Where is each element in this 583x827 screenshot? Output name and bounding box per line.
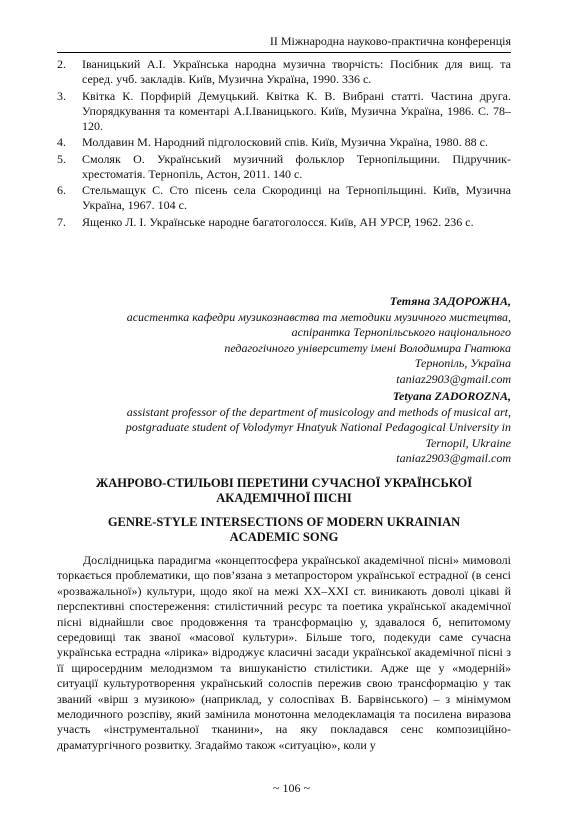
reference-list <box>57 57 511 231</box>
author-block-ua <box>57 294 511 387</box>
running-header: II Міжнародна науково-практична конференція <box>57 34 511 53</box>
body-paragraph: Дослідницька парадигма «концептосфера української академічної пісні» мимоволі торкається проблематики, що пов’язана з метапростором української естрадної (в сенсі «розважальної») культури, щодо якої на межі ХХ–ХХІ ст. виникають доволі цікаві й перспективні спостереження: стилістичний ресурс та поетика української академічної пісні віднайшли своє продовження та трансформацію у, здавалося б, непитомому середовищі так званої «масової культури». Більше того, подекуди саме сучасна українська естрадна «лірика» відроджує класичні засади української академічної пісні з її щиросердним мелодизмом та вишуканістю стилістики. Адже ще у «модерній» ситуації культуротворення український солоспів пережив свою трансформацію у так званий «вірш з музикою» (наприклад, у солоспівах В. Барвінського) – з мінімумом мелодичного розспіву, який замінила монотонна мелодекламація та посилена виразова участь «інструментальної тканини», на яку покладався сенс композиційно-драматургічного розвитку. Згадаймо також «ситуацію», коли у <box>57 553 511 752</box>
reference-item: 6. Стельмащук С. Сто пісень села Скородинці на Тернопільщині. Київ, Музична Україна, 1967. 104 с. <box>57 183 511 212</box>
article-title-en: GENRE-STYLE INTERSECTIONS OF MODERN UKRAINIAN ACADEMIC SONG <box>107 515 461 544</box>
page-number: ~ 106 ~ <box>273 781 310 795</box>
author-name-ua: Тетяна ЗАДОРОЖНА, <box>389 294 511 308</box>
author-position-ua: асистентка кафедри музикознавства та методики музичного мистецтва, <box>126 309 511 324</box>
author-position-en: assistant professor of the department of musicology and methods of musical art, <box>126 404 511 419</box>
author-email-ua: taniaz2903@gmail.com <box>396 371 511 386</box>
reference-item: 3. Квітка К. Порфирій Демуцький. Квітка К. В. Вибрані статті. Частина друга. Упорядкування та коментарі А.І.Іваницького. Київ, Музична Україна, 1986. С. 78–120. <box>57 88 511 133</box>
author-university-ua: педагогічного університету імені Володимира Гнатюка <box>224 340 511 355</box>
author-city-ua: Тернопіль, Україна <box>414 356 511 370</box>
author-email-en: taniaz2903@gmail.com <box>396 451 511 465</box>
article-title-ua: ЖАНРОВО-СТИЛЬОВІ ПЕРЕТИНИ СУЧАСНОЇ УКРАЇНСЬКОЇ АКАДЕМІЧНОЇ ПІСНІ <box>95 476 473 505</box>
author-city-en: Ternopil, Ukraine <box>425 435 511 450</box>
author-affiliation-en: postgraduate student of Volodymyr Hnatyuk National Pedagogical University in <box>125 420 511 434</box>
reference-item: 4. Молдавин М. Народний підголосковий спів. Київ, Музична Україна, 1980. 88 с. <box>57 135 488 149</box>
reference-item: 7. Ященко Л. І. Українське народне багатоголосся. Київ, АН УРСР, 1962. 236 с. <box>57 214 474 229</box>
reference-item: 5. Смоляк О. Український музичний фольклор Тернопільщини. Підручник-хрестоматія. Тернопіль, Астон, 2011. 140 с. <box>57 151 511 181</box>
reference-item: 2. Іваницький А.І. Українська народна музична творчість: Посібник для вищ. та серед. учб. закладів. Київ, Музична Україна, 1990. 336 с. <box>57 57 511 86</box>
author-affiliation-ua: аспірантка Тернопільського національного <box>291 325 511 339</box>
body-text <box>57 553 511 753</box>
author-block-en <box>57 389 511 467</box>
author-name-en: Tetyana ZADOROZNA, <box>392 389 511 403</box>
